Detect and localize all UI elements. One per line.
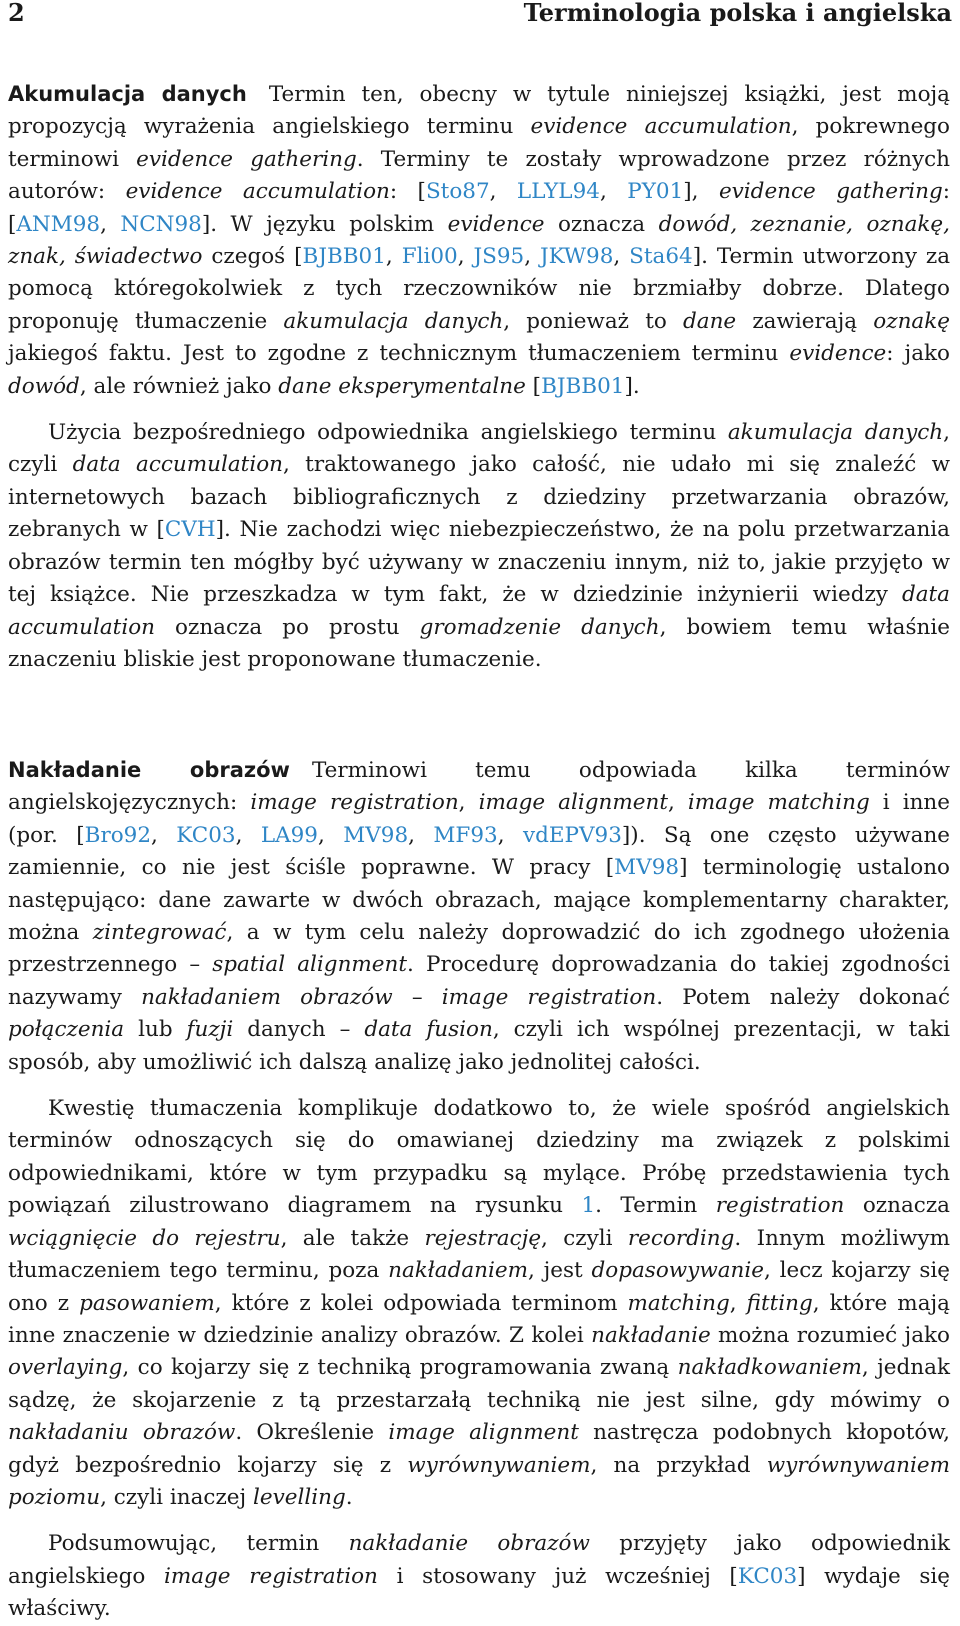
text: [ <box>525 373 542 399</box>
term: nakładaniem obrazów <box>141 984 393 1010</box>
text: i stosowany już wcześniej [ <box>377 1563 738 1589</box>
term: evidence accumulation <box>530 114 792 140</box>
text: , <box>457 244 474 270</box>
text: lub <box>124 1017 187 1043</box>
text: . Potem należy dokonać <box>656 984 950 1010</box>
term: evidence <box>447 211 545 237</box>
text: ]. Termin utworzony za pomocą któregokolwiek z tych rzeczowników nie brzmiałby dobrze. Dlatego proponuję tłumaczenie <box>8 244 951 334</box>
term: dowód, zeznanie, oznakę, znak, świadectwo <box>8 211 950 270</box>
text: . Terminy te zostały wprowadzone przez różnych autorów: <box>8 146 950 205</box>
text: zawierają <box>736 308 874 334</box>
citation-link[interactable]: NCN98 <box>120 211 202 237</box>
term: wyrównywaniem poziomu <box>8 1452 950 1510</box>
term: data accumulation <box>8 582 950 640</box>
text: , ale również jako <box>79 373 279 399</box>
text: ] terminologię ustalono następująco: dane zawarte w dwóch obrazach, mające komplementarny charakter, można <box>8 855 951 946</box>
text: , jednak sądzę, że skojarzenie z tą przestarzałą techniką nie jest silne, gdy mówimy o <box>8 1355 950 1413</box>
text: , czyli ich wspólnej prezentacji, w taki sposób, aby umożliwić ich dalszą analizę jako jednolitej całości. <box>8 1017 951 1075</box>
citation-link[interactable]: Fli00 <box>401 244 458 270</box>
text: , <box>100 211 121 237</box>
term: akumulacja danych <box>283 308 504 334</box>
term: dopasowywanie <box>591 1258 764 1284</box>
figure-reference-link[interactable]: 1 <box>581 1193 596 1219</box>
text: , lecz kojarzy się ono z <box>8 1258 950 1316</box>
term: registration <box>715 1193 845 1219</box>
term: image matching <box>687 790 870 816</box>
text: oznacza <box>844 1193 950 1219</box>
term: nakładkowaniem <box>677 1355 862 1381</box>
text: danych – <box>233 1017 365 1043</box>
citation-link[interactable]: PY01 <box>627 179 684 205</box>
citation-link[interactable]: vdEPV93 <box>522 822 622 848</box>
term: evidence accumulation <box>125 179 390 205</box>
text: ]. <box>624 373 640 399</box>
term: spatial alignment <box>212 952 408 978</box>
text: , jest <box>528 1258 592 1284</box>
term: matching <box>627 1290 730 1316</box>
term: evidence <box>789 341 887 367</box>
text: . Procedurę doprowadzania do takiej zgodności nazywamy <box>8 952 950 1010</box>
paragraph <box>8 754 950 1079</box>
text: , a w tym celu należy doprowadzić do ich zgodnego ułożenia przestrzennego – <box>8 920 950 978</box>
citation-link[interactable]: ANM98 <box>16 211 101 237</box>
section-heading: Akumulacja danych <box>8 82 247 106</box>
text: , <box>151 822 177 848</box>
text: czegoś [ <box>202 244 303 270</box>
term: image registration <box>163 1563 378 1589</box>
text: , <box>497 822 523 848</box>
paragraph <box>8 78 950 403</box>
text: , <box>667 790 688 816</box>
term: evidence gathering <box>718 179 943 205</box>
citation-link[interactable]: KC03 <box>176 822 236 848</box>
term: fuzji <box>186 1017 234 1043</box>
term: recording <box>627 1225 735 1251</box>
section-heading: Nakładanie obrazów <box>8 758 290 782</box>
term: dane eksperymentalne <box>278 373 526 399</box>
term: evidence gathering <box>136 146 357 172</box>
text: . <box>345 1484 353 1510</box>
text: , pokrewnego terminowi <box>8 114 950 172</box>
citation-link[interactable]: Sto87 <box>425 179 490 205</box>
text: , <box>318 822 344 848</box>
text: ]. Nie zachodzi więc niebezpieczeństwo, że na polu przetwarzania obrazów termin ten mógłby być używany w znaczeniu innym, niż to, jakie przyjęto w tej książce. Nie przeszkadza w tym fakt, że w dziedzinie inżynierii wiedzy <box>8 517 950 608</box>
citation-link[interactable]: JKW98 <box>540 244 614 270</box>
text: , czyli <box>541 1225 628 1251</box>
term: zintegrować <box>92 920 227 946</box>
text: : [ <box>8 179 951 237</box>
text: , czyli inaczej <box>100 1484 253 1510</box>
text: , czyli <box>8 420 950 478</box>
term: data fusion <box>364 1017 493 1043</box>
text: nastręcza podobnych kłopotów, gdyż bezpośrednio kojarzy się z <box>8 1420 950 1478</box>
term: image alignment <box>388 1420 579 1446</box>
citation-link[interactable]: MV98 <box>614 855 680 881</box>
page-header <box>8 0 952 26</box>
citation-link[interactable]: BJBB01 <box>541 373 625 399</box>
text: , traktowanego jako całość, nie udało mi się znaleźć w internetowych bazach bibliograficznych z dziedziny przetwarzania obrazów, zebranych w [ <box>8 452 950 543</box>
text: : jako <box>886 341 950 367</box>
term: dane <box>682 308 737 334</box>
text: , które mają inne znaczenie w dziedzinie analizy obrazów. Z kolei <box>8 1290 950 1348</box>
paragraph <box>8 417 950 676</box>
text: przyjęty jako odpowiednik angielskiego <box>8 1531 950 1589</box>
term: nakładaniem <box>388 1258 529 1284</box>
citation-link[interactable]: LLYL94 <box>516 179 600 205</box>
text: , <box>408 822 434 848</box>
text: , na przykład <box>590 1452 767 1478</box>
text: . Określenie <box>235 1420 389 1446</box>
citation-link[interactable]: CVH <box>164 517 216 543</box>
text: Terminowi temu odpowiada kilka terminów angielskojęzycznych: <box>8 758 950 816</box>
term: akumulacja danych <box>727 420 944 446</box>
text: , bowiem temu właśnie znaczeniu bliskie jest proponowane tłumaczenie. <box>8 614 950 672</box>
text: , ponieważ to <box>503 308 683 334</box>
text: ], <box>683 179 719 205</box>
text: ] wydaje się właściwy. <box>8 1563 951 1622</box>
text: ]). Są one często używane zamiennie, co nie jest ściśle poprawne. W pracy [ <box>8 822 951 881</box>
citation-link[interactable]: BJBB01 <box>302 244 386 270</box>
section-akumulacja-danych <box>8 78 950 676</box>
citation-link[interactable]: Bro92 <box>84 822 152 848</box>
text: , <box>235 822 261 848</box>
text: , <box>524 244 541 270</box>
citation-link[interactable]: KC03 <box>737 1563 798 1589</box>
term: wciągnięcie do rejestru <box>8 1225 281 1251</box>
text: można rozumieć jako <box>710 1322 950 1348</box>
text: , <box>599 179 628 205</box>
term: data accumulation <box>72 452 283 478</box>
term: rejestrację <box>424 1225 542 1251</box>
citation-link[interactable]: MV98 <box>343 822 409 848</box>
citation-link[interactable]: Sta64 <box>629 244 693 270</box>
text: . Innym możliwym tłumaczeniem tego terminu, poza <box>8 1225 950 1284</box>
term: nakładanie <box>591 1322 711 1348</box>
section-nakladanie-obrazow <box>8 754 950 1626</box>
text: . Termin <box>595 1193 716 1219</box>
text: Podsumowując, termin <box>48 1531 349 1557</box>
text: oznacza <box>544 211 659 237</box>
text: , <box>385 244 402 270</box>
term: image alignment <box>478 790 668 816</box>
term: image registration <box>250 790 459 816</box>
page-number: 2 <box>8 0 25 27</box>
text: ]. W języku polskim <box>201 211 448 237</box>
term: levelling <box>253 1484 346 1510</box>
text: , <box>613 244 630 270</box>
text: – <box>392 984 442 1010</box>
text: , ale także <box>280 1225 425 1251</box>
term: wyrównywaniem <box>407 1452 591 1478</box>
text: Termin ten, obecny w tytule niniejszej książki, jest moją propozycją wyrażenia angielskiego terminu <box>8 82 950 140</box>
text: Kwestię tłumaczenia komplikuje dodatkowo to, że wiele spośród angielskich terminów odnoszących się do omawianej dziedziny ma związek z polskimi odpowiednikami, które w tym przypadku są mylące. Próbę przedstawienia tych powiązań zilustrowano diagramem na rysunku <box>8 1096 950 1219</box>
text: , <box>729 1290 747 1316</box>
term: gromadzenie danych <box>419 614 660 640</box>
term: pasowaniem <box>79 1290 215 1316</box>
running-title: Terminologia polska i angielska <box>523 0 952 27</box>
paragraph <box>8 1093 950 1514</box>
citation-link[interactable]: MF93 <box>433 822 498 848</box>
citation-link[interactable]: LA99 <box>260 822 318 848</box>
citation-link[interactable]: JS95 <box>473 244 525 270</box>
term: nakładaniu obrazów <box>8 1420 236 1446</box>
term: dowód <box>8 373 80 399</box>
text: i inne (por. [ <box>8 790 950 848</box>
text: , <box>458 790 479 816</box>
term: połączenia <box>8 1017 125 1043</box>
paragraph <box>8 1528 950 1625</box>
text: Użycia bezpośredniego odpowiednika angielskiego terminu <box>48 420 728 446</box>
text: , <box>489 179 517 205</box>
text: oznacza po prostu <box>154 614 420 640</box>
term: oznakę <box>873 308 950 334</box>
text: , które z kolei odpowiada terminom <box>214 1290 628 1316</box>
term: image registration <box>441 984 657 1010</box>
text: jakiegoś faktu. Jest to zgodne z technicznym tłumaczeniem terminu <box>8 341 790 367</box>
term: overlaying <box>8 1355 123 1381</box>
term: nakładanie obrazów <box>348 1531 590 1557</box>
text: : [ <box>389 179 426 205</box>
text: , co kojarzy się z techniką programowania zwaną <box>122 1355 678 1381</box>
term: fitting <box>746 1290 813 1316</box>
